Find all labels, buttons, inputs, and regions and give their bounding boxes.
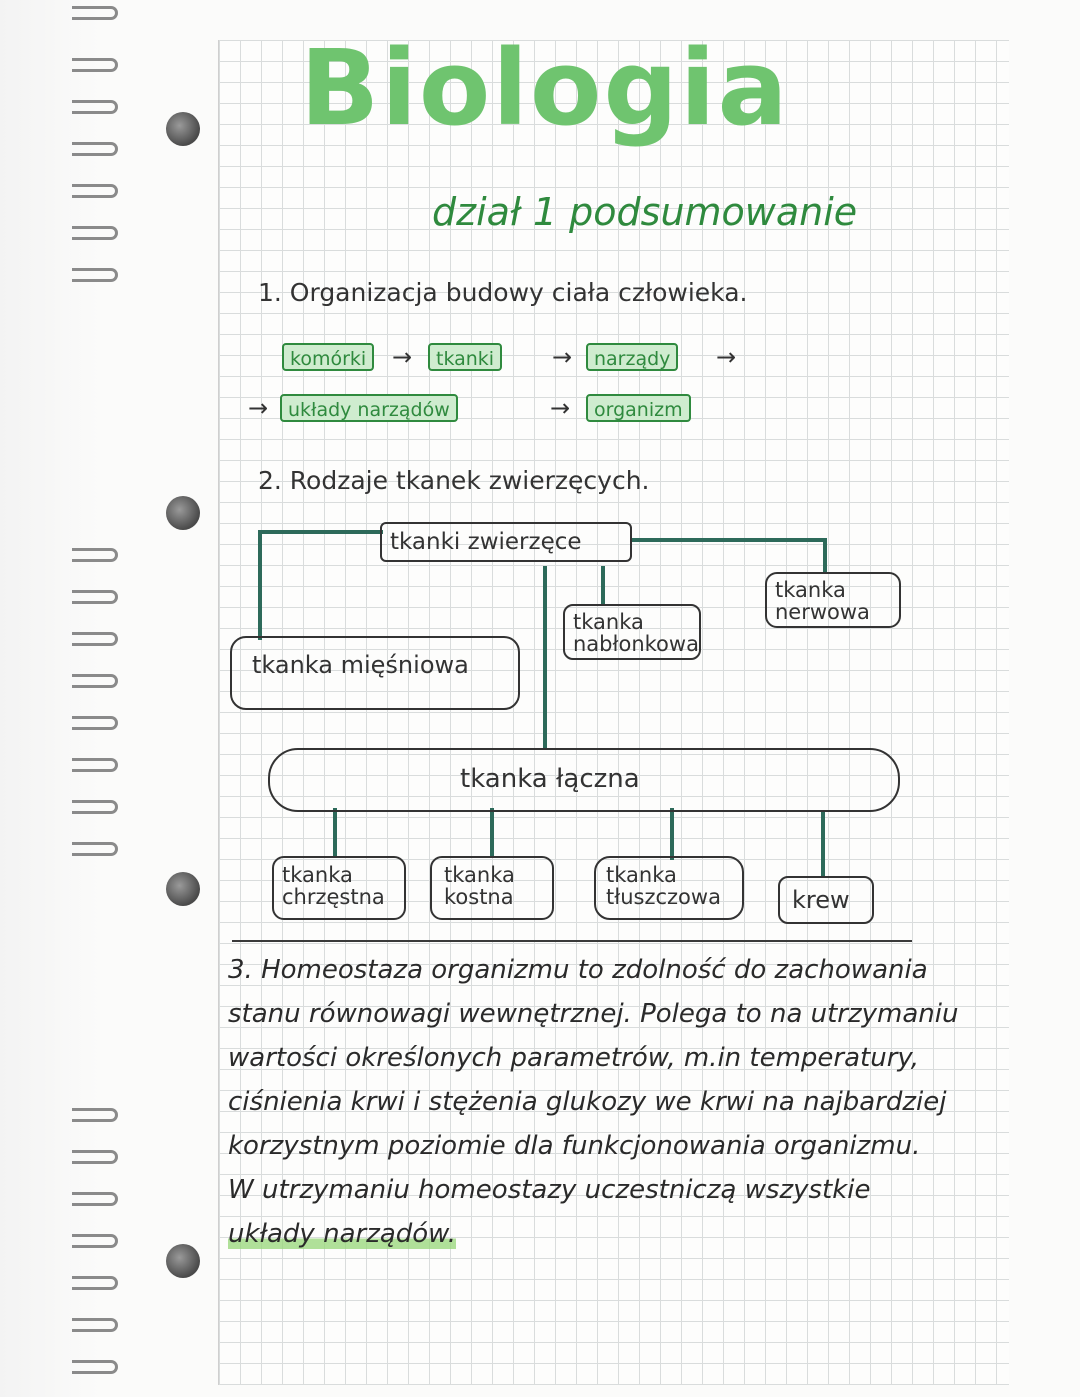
spiral-coil — [72, 1318, 118, 1332]
diagram-connector — [601, 566, 605, 606]
spiral-coil — [72, 1150, 118, 1164]
diagram-connector — [333, 808, 337, 858]
chain-item-tkanki: tkanki — [428, 343, 502, 371]
page-title: Biologia — [300, 27, 790, 149]
diagram-connector — [543, 566, 547, 750]
spiral-coil — [72, 842, 118, 856]
diagram-node-tluszczowa: tkanka tłuszczowa — [594, 856, 744, 920]
diagram-node-miesniowa: tkanka mięśniowa — [230, 636, 520, 710]
paragraph-line: W utrzymaniu homeostazy uczestniczą wszystkie — [228, 1175, 871, 1205]
chain-item-organizm: organizm — [586, 394, 691, 422]
spiral-coil — [72, 674, 118, 688]
chain-item-narzady: narządy — [586, 343, 678, 371]
paragraph-line-highlighted: układy narządów. — [228, 1219, 457, 1249]
homeostasis-paragraph — [228, 948, 988, 1256]
arrow-icon: → — [248, 394, 269, 422]
diagram-connector — [490, 808, 494, 858]
diagram-node-laczna: tkanka łączna — [268, 748, 900, 812]
diagram-connector — [258, 530, 383, 534]
spiral-coil — [72, 800, 118, 814]
punch-hole — [166, 496, 200, 530]
spiral-coil — [72, 6, 118, 20]
spiral-coil — [72, 1108, 118, 1122]
diagram-connector — [630, 538, 826, 542]
diagram-connector — [670, 808, 674, 860]
paragraph-line: korzystnym poziomie dla funkcjonowania organizmu. — [228, 1131, 921, 1161]
arrow-icon: → — [550, 394, 571, 422]
arrow-icon: → — [392, 343, 413, 371]
spiral-coil — [72, 632, 118, 646]
diagram-node-krew: krew — [778, 876, 874, 924]
spiral-coil — [72, 590, 118, 604]
spiral-coil — [72, 58, 118, 72]
spiral-coil — [72, 142, 118, 156]
diagram-root-node: tkanki zwierzęce — [380, 522, 632, 562]
diagram-connector — [821, 812, 825, 876]
paragraph-line: 3. Homeostaza organizmu to zdolność do zachowania — [228, 955, 928, 985]
spiral-coil — [72, 268, 118, 282]
diagram-node-nablonkowa: tkanka nabłonkowa — [563, 604, 701, 660]
punch-hole — [166, 112, 200, 146]
diagram-connector — [823, 538, 827, 574]
chain-item-komorki: komórki — [282, 343, 374, 371]
section-divider — [232, 940, 912, 942]
paragraph-line: stanu równowagi wewnętrznej. Polega to na utrzymaniu — [228, 999, 959, 1029]
diagram-connector — [258, 530, 262, 640]
diagram-node-chrzestna: tkanka chrzęstna — [272, 856, 406, 920]
spiral-coil — [72, 1360, 118, 1374]
chain-item-uklady: układy narządów — [280, 394, 458, 422]
section2-heading: 2. Rodzaje tkanek zwierzęcych. — [258, 466, 650, 495]
spiral-coil — [72, 226, 118, 240]
paragraph-line: wartości określonych parametrów, m.in temperatury, — [228, 1043, 920, 1073]
diagram-node-nerwowa: tkanka nerwowa — [765, 572, 901, 628]
paragraph-line: ciśnienia krwi i stężenia glukozy we krwi na najbardziej — [228, 1087, 947, 1117]
spiral-binding — [0, 0, 100, 1397]
spiral-coil — [72, 758, 118, 772]
spiral-coil — [72, 716, 118, 730]
arrow-icon: → — [552, 343, 573, 371]
section1-heading: 1. Organizacja budowy ciała człowieka. — [258, 278, 748, 307]
spiral-coil — [72, 1276, 118, 1290]
spiral-coil — [72, 100, 118, 114]
spiral-coil — [72, 1192, 118, 1206]
spiral-coil — [72, 548, 118, 562]
diagram-node-kostna: tkanka kostna — [430, 856, 554, 920]
punch-hole — [166, 1244, 200, 1278]
spiral-coil — [72, 184, 118, 198]
punch-hole — [166, 872, 200, 906]
arrow-icon: → — [716, 343, 737, 371]
spiral-coil — [72, 1234, 118, 1248]
page-subtitle: dział 1 podsumowanie — [432, 190, 858, 234]
